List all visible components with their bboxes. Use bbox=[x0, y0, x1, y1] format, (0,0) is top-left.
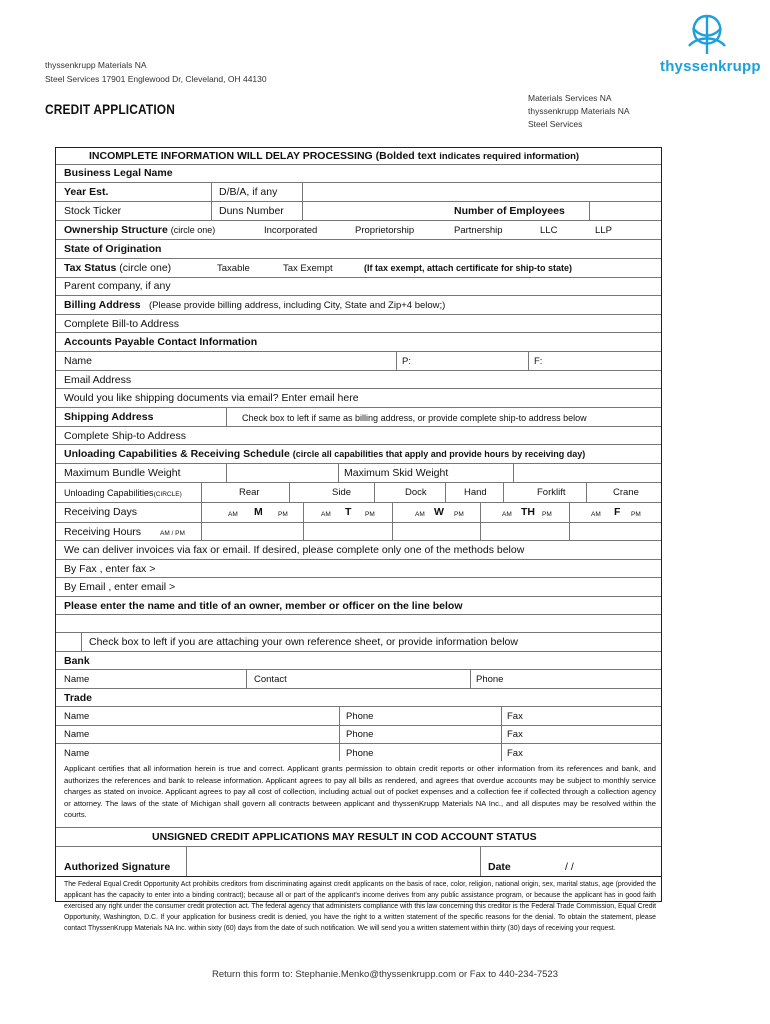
logo-wordmark: thyssenkrupp bbox=[660, 58, 761, 75]
division-address bbox=[528, 92, 630, 131]
complete-bill-to-label: Complete Bill-to Address bbox=[64, 318, 179, 330]
unloading-schedule-label: Unloading Capabilities & Receiving Schedule bbox=[64, 448, 290, 460]
capability-rear[interactable]: Rear bbox=[239, 487, 260, 498]
credit-form bbox=[55, 147, 662, 933]
max-bundle-weight-label: Maximum Bundle Weight bbox=[64, 467, 181, 479]
max-skid-weight-label: Maximum Skid Weight bbox=[344, 467, 449, 479]
day-am[interactable]: AM bbox=[415, 511, 425, 518]
receiving-hours-row bbox=[56, 523, 661, 541]
state-of-origination-label: State of Origination bbox=[64, 243, 162, 255]
option-taxable[interactable]: Taxable bbox=[217, 263, 250, 274]
company-line: thyssenkrupp Materials NA bbox=[45, 60, 147, 70]
reference-checkbox[interactable] bbox=[81, 633, 82, 651]
shipping-address-label: Shipping Address bbox=[64, 411, 154, 423]
authorized-signature-label: Authorized Signature bbox=[64, 861, 171, 873]
reference-note: Check box to left if you are attaching your own reference sheet, or provide information below bbox=[89, 636, 518, 648]
day-thursday: TH bbox=[521, 506, 535, 518]
ap-fax-label: F: bbox=[534, 356, 543, 367]
notice-row bbox=[56, 148, 661, 165]
date-field[interactable]: / / bbox=[565, 861, 574, 873]
bank-name-label: Name bbox=[64, 674, 90, 685]
shipping-docs-label: Would you like shipping documents via email? Enter email here bbox=[64, 392, 359, 404]
owner-line-row bbox=[56, 597, 661, 615]
unloading-schedule-row bbox=[56, 445, 661, 464]
duns-number-label: Duns Number bbox=[219, 205, 284, 217]
division-line-2: thyssenkrupp Materials NA bbox=[528, 106, 630, 116]
bank-phone-label: Phone bbox=[476, 674, 504, 685]
unsigned-notice: UNSIGNED CREDIT APPLICATIONS MAY RESULT IN COD ACCOUNT STATUS bbox=[152, 831, 537, 843]
return-instructions: Return this form to: Stephanie.Menko@thyssenkrupp.com or Fax to 440-234-7523 bbox=[211, 969, 559, 980]
invoice-note-row bbox=[56, 541, 661, 560]
ap-email-row[interactable] bbox=[56, 371, 661, 389]
trade-phone-label: Phone bbox=[346, 711, 374, 722]
dba-label: D/B/A, if any bbox=[219, 186, 278, 198]
owner-input-row[interactable] bbox=[56, 615, 661, 633]
trade-phone-label: Phone bbox=[346, 748, 374, 759]
year-est-label: Year Est. bbox=[64, 186, 109, 198]
trade-reference-row bbox=[56, 726, 661, 744]
option-llp[interactable]: LLP bbox=[595, 225, 612, 236]
trade-name-label: Name bbox=[64, 748, 90, 759]
bank-contact-label: Contact bbox=[254, 674, 287, 685]
by-email-row[interactable] bbox=[56, 578, 661, 597]
ap-name-row bbox=[56, 352, 661, 371]
ap-contact-label: Accounts Payable Contact Information bbox=[64, 336, 258, 348]
option-incorporated[interactable]: Incorporated bbox=[264, 225, 318, 236]
day-tuesday: T bbox=[345, 506, 352, 518]
trade-fax-label: Fax bbox=[507, 729, 523, 740]
trade-reference-row bbox=[56, 744, 661, 761]
address-line: Steel Services 17901 Englewood Dr, Cleveland, OH 44130 bbox=[45, 74, 267, 84]
reference-note-row bbox=[56, 633, 661, 652]
unloading-capabilities-label: Unloading Capabilities bbox=[64, 488, 154, 498]
company-address bbox=[45, 58, 267, 86]
division-line-1: Materials Services NA bbox=[528, 93, 612, 103]
bank-heading-row bbox=[56, 652, 661, 670]
trade-heading-row bbox=[56, 689, 661, 707]
max-weight-row bbox=[56, 464, 661, 483]
ap-name-label: Name bbox=[64, 355, 93, 367]
capability-dock[interactable]: Dock bbox=[405, 487, 427, 498]
receiving-days-row bbox=[56, 503, 661, 523]
incomplete-notice: INCOMPLETE INFORMATION WILL DELAY PROCESSING (Bolded text bbox=[89, 150, 437, 162]
state-origination-row[interactable] bbox=[56, 240, 661, 259]
trade-fax-label: Fax bbox=[507, 748, 523, 759]
trade-name-label: Name bbox=[64, 729, 90, 740]
capability-side[interactable]: Side bbox=[332, 487, 352, 498]
invoice-note: We can deliver invoices via fax or email. If desired, please complete only one of the methods below bbox=[64, 544, 525, 556]
parent-company-row[interactable] bbox=[56, 278, 661, 296]
ownership-circle-note: (circle one) bbox=[170, 225, 216, 235]
shipping-address-note: Check box to left if same as billing address, or provide complete ship-to address below bbox=[242, 413, 587, 423]
capability-hand[interactable]: Hand bbox=[464, 487, 487, 498]
unsigned-notice-row bbox=[56, 827, 661, 847]
day-pm[interactable]: PM bbox=[365, 511, 375, 518]
circle-caps-note: (CIRCLE) bbox=[153, 491, 182, 498]
by-email-label: By Email , enter email > bbox=[64, 581, 176, 593]
trade-name-label: Name bbox=[64, 711, 90, 722]
day-pm[interactable]: PM bbox=[542, 511, 552, 518]
ecoa-notice: The Federal Equal Credit Opportunity Act prohibits creditors from discriminating against credit applicants on the basis of race, color, religion, national origin, sex, marital status, age (provided the applicant has the capacity to enter into a binding contract); because all or part of the applicant's income derives from any public assistance program, or because the applicant has in good faith exercised any right under the consumer credit protection act. The federal agency that administers compliance with this law concerning this creditor is the Federal Trade Commission, Equal Credit Opportunity, Washington, D.C. If your application for business credit is denied, you have the right to a written statement of the specific reasons for the denial. To obtain the statement, please contact ThyssenKrupp Materials NA Inc. within sixty (60) days from the date of such notification. We will send you a written statement within thirty (30) days of receiving your request. bbox=[64, 881, 656, 933]
unloading-capabilities-row bbox=[56, 483, 661, 503]
complete-ship-to-label: Complete Ship-to Address bbox=[64, 430, 186, 442]
option-llc[interactable]: LLC bbox=[540, 225, 558, 236]
trade-fax-label: Fax bbox=[507, 711, 523, 722]
billing-address-row bbox=[56, 296, 661, 315]
bank-details-row bbox=[56, 670, 661, 689]
signature-row bbox=[56, 847, 661, 877]
day-pm[interactable]: PM bbox=[631, 511, 641, 518]
day-pm[interactable]: PM bbox=[454, 511, 464, 518]
capability-forklift[interactable]: Forklift bbox=[537, 487, 566, 498]
thyssenkrupp-logo-icon bbox=[683, 12, 731, 58]
day-friday: F bbox=[614, 506, 621, 518]
receiving-days-label: Receiving Days bbox=[64, 506, 137, 518]
shipping-docs-row[interactable] bbox=[56, 389, 661, 408]
tax-exempt-note: (If tax exempt, attach certificate for ship-to state) bbox=[364, 263, 573, 273]
shipping-address-row bbox=[56, 408, 661, 427]
ownership-structure-label: Ownership Structure bbox=[64, 224, 168, 236]
parent-company-label: Parent company, if any bbox=[64, 280, 171, 292]
billing-address-label: Billing Address bbox=[64, 299, 141, 311]
by-fax-row[interactable] bbox=[56, 560, 661, 578]
owner-line-label: Please enter the name and title of an owner, member or officer on the line below bbox=[64, 600, 463, 612]
trade-phone-label: Phone bbox=[346, 729, 374, 740]
tax-status-label: Tax Status bbox=[64, 262, 117, 274]
tax-status-circle-note: (circle one) bbox=[119, 262, 172, 274]
ap-contact-row bbox=[56, 333, 661, 352]
ticker-duns-row bbox=[56, 202, 661, 221]
incomplete-notice-small: indicates required information) bbox=[439, 151, 580, 162]
option-proprietorship[interactable]: Proprietorship bbox=[355, 225, 415, 236]
bill-to-row[interactable] bbox=[56, 315, 661, 333]
day-pm[interactable]: PM bbox=[278, 511, 288, 518]
receiving-hours-ampm: AM / PM bbox=[160, 530, 185, 537]
day-am[interactable]: AM bbox=[228, 511, 238, 518]
signature-field[interactable] bbox=[186, 847, 187, 876]
trade-reference-row bbox=[56, 707, 661, 726]
ship-to-row[interactable] bbox=[56, 427, 661, 445]
day-monday: M bbox=[254, 506, 263, 518]
day-wednesday: W bbox=[434, 506, 444, 518]
year-dba-row bbox=[56, 183, 661, 202]
trade-label: Trade bbox=[64, 692, 93, 704]
email-address-label: Email Address bbox=[64, 374, 132, 386]
business-legal-name-label: Business Legal Name bbox=[64, 167, 173, 179]
certification-text: Applicant certifies that all information herein is true and correct. Applicant grants permission to obtain credit reports or other information from its references and bank, and authorizes the references and bank to release information. Applicant agrees to pay all bills as rendered, and agrees that overdue accounts may be subject to monthly service charges as stated on invoice. Applicant agrees to pay all cost of collection, including actual out of pocket expenses and a collection fee if collected through a collection agency or attorney. The laws of the state of Michigan shall govern all contracts between applicant and thyssenKrupp Materials NA Inc., and all disputes may be resolved within the courts. bbox=[64, 764, 656, 820]
page-title: CREDIT APPLICATION bbox=[45, 101, 175, 117]
receiving-hours-label: Receiving Hours bbox=[64, 526, 142, 538]
business-legal-name-row[interactable] bbox=[56, 165, 661, 183]
tax-status-row bbox=[56, 259, 661, 278]
bank-label: Bank bbox=[64, 655, 90, 667]
ap-phone-label: P: bbox=[402, 356, 411, 367]
unloading-schedule-note: (circle all capabilities that apply and provide hours by receiving day) bbox=[292, 449, 586, 459]
day-am[interactable]: AM bbox=[591, 511, 601, 518]
option-partnership[interactable]: Partnership bbox=[454, 225, 503, 236]
stock-ticker-label: Stock Ticker bbox=[64, 205, 122, 217]
division-line-3: Steel Services bbox=[528, 119, 583, 129]
capability-crane[interactable]: Crane bbox=[613, 487, 639, 498]
number-of-employees-label: Number of Employees bbox=[454, 205, 565, 217]
by-fax-label: By Fax , enter fax > bbox=[64, 563, 156, 575]
day-am[interactable]: AM bbox=[321, 511, 331, 518]
day-am[interactable]: AM bbox=[502, 511, 512, 518]
date-label: Date bbox=[488, 861, 511, 873]
option-tax-exempt[interactable]: Tax Exempt bbox=[283, 263, 333, 274]
billing-address-note: (Please provide billing address, including City, State and Zip+4 below;) bbox=[149, 300, 446, 311]
ownership-row bbox=[56, 221, 661, 240]
